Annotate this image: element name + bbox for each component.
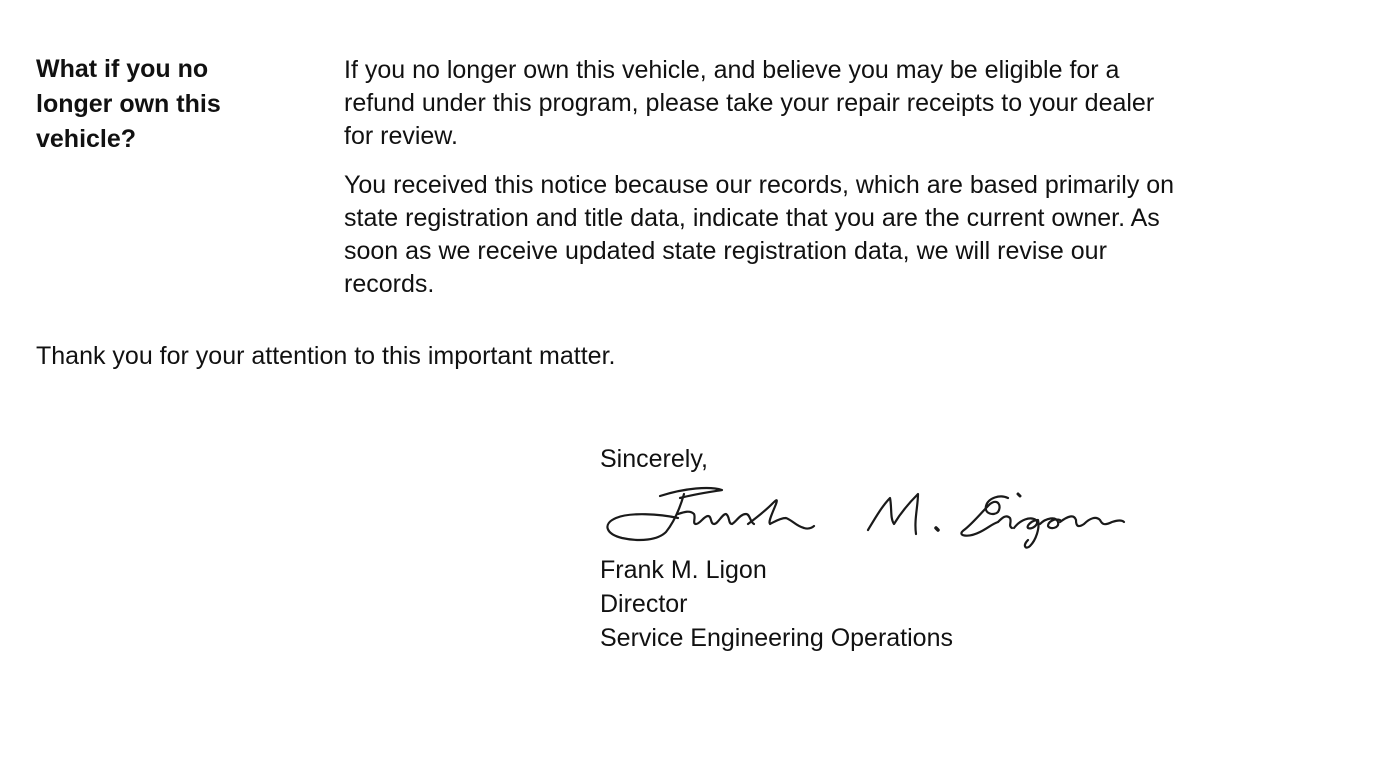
signatory-title: Director (600, 590, 688, 618)
section-paragraph-1: If you no longer own this vehicle, and believe you may be eligible for a refund under this program, please take your repair receipts to your dealer for review. (344, 56, 1155, 150)
handwritten-signature (600, 484, 1130, 552)
salutation: Sincerely, (600, 445, 708, 473)
signature-icon (600, 484, 1130, 552)
section-paragraph-2: You received this notice because our records, which are based primarily on state registration and title data, indicate that you are the current owner. As soon as we receive updated state registration data, we will revise our records. (344, 171, 1175, 298)
signatory-block (600, 553, 953, 655)
signatory-name: Frank M. Ligon (600, 556, 767, 584)
closing-line: Thank you for your attention to this important matter. (36, 342, 616, 370)
section-heading: What if you no longer own this vehicle? (36, 55, 221, 153)
section-body (344, 54, 1334, 301)
salutation-block (600, 443, 708, 476)
signatory-department: Service Engineering Operations (600, 624, 953, 652)
